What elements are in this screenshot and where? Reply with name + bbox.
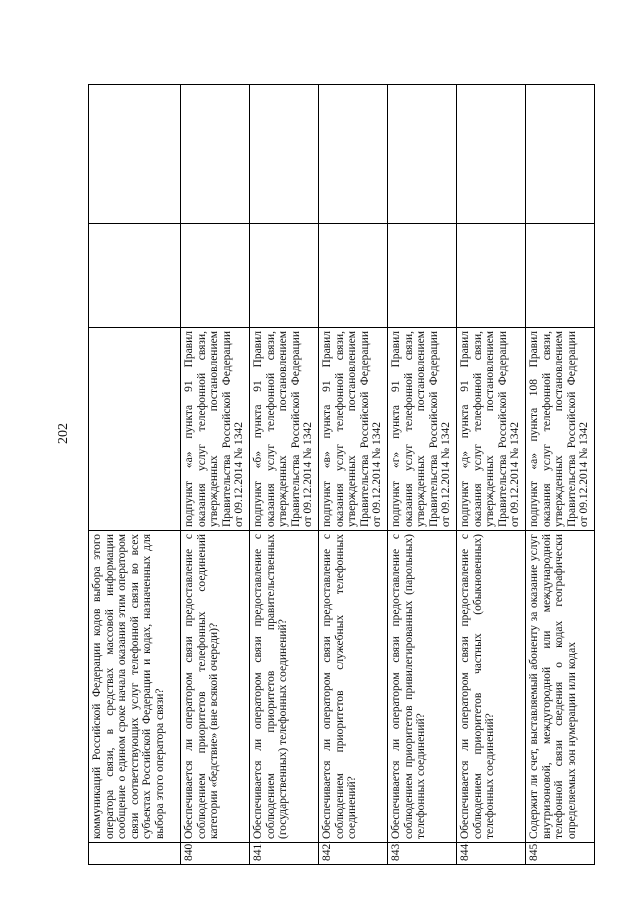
page-number: 202 (56, 423, 71, 444)
row-number: 842. (319, 843, 388, 865)
checklist-table-wrapper (88, 85, 594, 865)
table-row (526, 85, 595, 865)
reference-cell (89, 328, 181, 531)
row-number (89, 843, 181, 865)
table-row (250, 85, 319, 865)
question-cell: Обеспечивается ли оператором связи предоставление с соблюдением приоритетов правительственных (государственных) телефонных соединений? (250, 531, 319, 843)
empty-cell (250, 85, 319, 224)
question-cell: коммуникаций Российской Федерации кодов выбора этого оператора связи, в средствах массовой информации сообщение о едином сроке начала оказания этим оператором связи соответствующих услуг телефонной связи во всех субъектах Российской Федерации и кодах, назначенных для выбора этого оператора связи? (89, 531, 181, 843)
table-row (89, 85, 181, 865)
reference-cell: подпункт «б» пункта 91 Правил оказания услуг телефонной связи, утвержденных постановлением Правительства Российской Федерации от 09.12.2014 № 1342 (250, 328, 319, 531)
empty-cell (181, 85, 250, 224)
question-cell: Обеспечивается ли оператором связи предоставление с соблюдением приоритетов телефонных соединений категории «бедствие» (вне всякой очереди)? (181, 531, 250, 843)
table-row (181, 85, 250, 865)
empty-cell (388, 85, 457, 224)
question-cell: Обеспечивается ли оператором связи предоставление с соблюдением приоритетов привилегированных (парольных) телефонных соединений? (388, 531, 457, 843)
row-number: 843. (388, 843, 457, 865)
empty-cell (89, 224, 181, 328)
question-cell: Обеспечивается ли оператором связи предоставление с соблюдением приоритетов служебных телефонных соединений? (319, 531, 388, 843)
reference-cell: подпункт «г» пункта 91 Правил оказания услуг телефонной связи, утвержденных постановлением Правительства Российской Федерации от 09.12.2014 № 1342 (388, 328, 457, 531)
reference-cell: подпункт «а» пункта 108 Правил оказания услуг телефонной связи, утвержденных постановлением Правительства Российской Федерации от 09.12.2014 № 1342 (526, 328, 595, 531)
empty-cell (526, 85, 595, 224)
empty-cell (250, 224, 319, 328)
row-number: 840. (181, 843, 250, 865)
row-number: 845. (526, 843, 595, 865)
reference-cell: подпункт «д» пункта 91 Правил оказания услуг телефонной связи, утвержденных постановлением Правительства Российской Федерации от 09.12.2014 № 1342 (457, 328, 526, 531)
question-cell: Обеспечивается ли оператором связи предоставление с соблюдением приоритетов частных (обыкновенных) телефонных соединений? (457, 531, 526, 843)
table-row (388, 85, 457, 865)
empty-cell (526, 224, 595, 328)
checklist-table (88, 84, 595, 865)
empty-cell (457, 85, 526, 224)
empty-cell (388, 224, 457, 328)
question-cell: Содержит ли счет, выставляемый абоненту за оказание услуг внутризоновой, междугородной или международной телефонной связи сведения о кодах географически определяемых зон нумерации или кодах (526, 531, 595, 843)
empty-cell (89, 85, 181, 224)
empty-cell (319, 85, 388, 224)
row-number: 844. (457, 843, 526, 865)
reference-cell: подпункт «а» пункта 91 Правил оказания услуг телефонной связи, утвержденных постановлением Правительства Российской Федерации от 09.12.2014 № 1342 (181, 328, 250, 531)
row-number: 841. (250, 843, 319, 865)
table-row (319, 85, 388, 865)
reference-cell: подпункт «в» пункта 91 Правил оказания услуг телефонной связи, утвержденных постановлением Правительства Российской Федерации от 09.12.2014 № 1342 (319, 328, 388, 531)
empty-cell (457, 224, 526, 328)
empty-cell (319, 224, 388, 328)
table-row (457, 85, 526, 865)
empty-cell (181, 224, 250, 328)
